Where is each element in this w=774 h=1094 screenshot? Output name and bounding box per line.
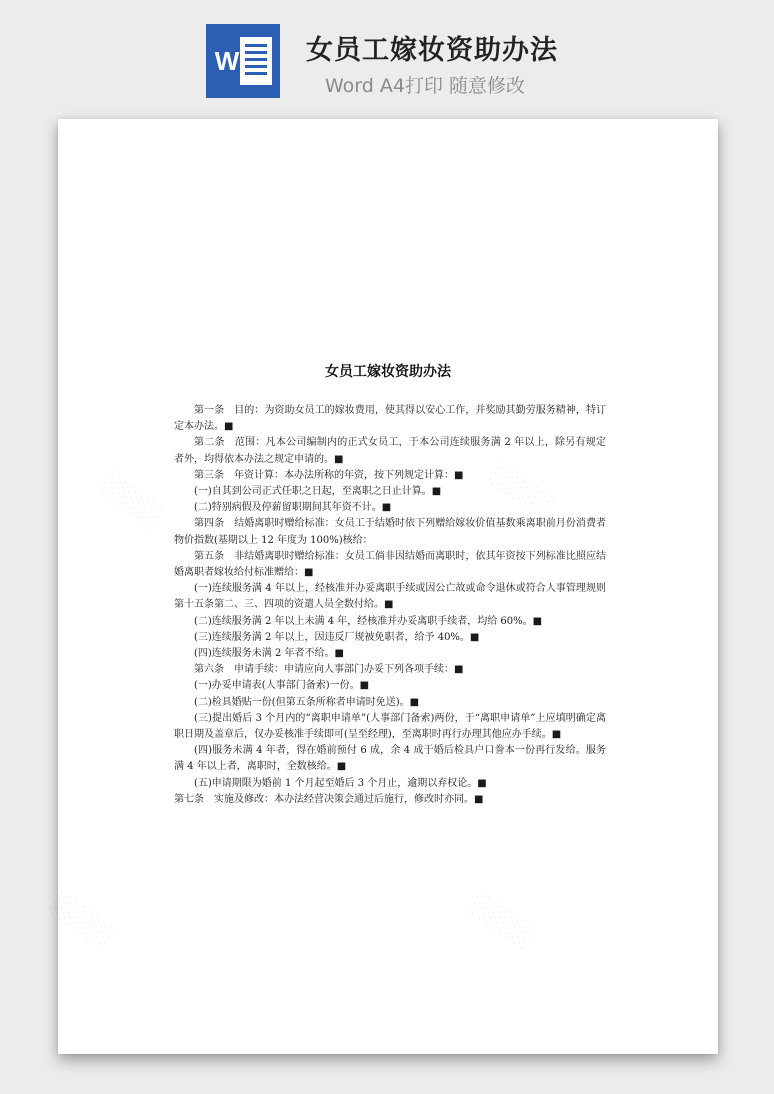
- paragraph: (三)提出婚后 3 个月内的“离职申请单”(人事部门备索)两份，于“离职申请单”上应填明确定离职日期及盖章后，仅办妥核准手续即可(呈至经理)，至离职时再行办理其他应办手续。■: [174, 712, 606, 741]
- paragraph: (二)检具婚贴一份(但第五条所称者申请时免送)。■: [194, 696, 420, 708]
- page-title: 女员工嫁妆资助办法: [306, 35, 558, 66]
- watermark: [467, 892, 537, 951]
- document-body: [174, 403, 606, 808]
- paragraph: 第二条 范围：凡本公司编制内的正式女员工，于本公司连续服务满 2 年以上，除另有规定者外，均得依本办法之规定申请的。■: [174, 437, 606, 465]
- paragraph: 第六条 申请手续：申请应向人事部门办妥下列各项手续：■: [194, 664, 464, 676]
- paragraph: (一)办妥申请表(人事部门备索)一份。■: [194, 680, 370, 692]
- page-subtitle: Word A4打印 随意修改: [325, 75, 526, 97]
- paragraph: 第五条 非结婚离职时赠给标准：女员工倘非因结婚而离职时，依其年资按下列标准比照应结婚离职者嫁妆给付标准赠给：■: [174, 550, 606, 579]
- paragraph-final: 第七条 实施及修改：本办法经营决策会通过后施行，修改时亦同。■: [174, 793, 484, 805]
- paragraph: 第三条 年资计算：本办法所称的年资，按下列规定计算：■: [194, 469, 464, 481]
- paragraph: 第四条 结婚离职时赠给标准：女员工于结婚时依下列赠给嫁妆价值基数乘离职前月份消费者物价指数(基期以上 12 年度为 100%)核给：: [174, 518, 606, 546]
- paragraph: (三)连续服务满 2 年以上，因违反厂规被免职者，给予 40%。■: [194, 631, 480, 643]
- document-page: [58, 119, 718, 1054]
- word-logo-letter: W: [214, 46, 240, 76]
- paragraph: (一)连续服务满 4 年以上，经核准并办妥离职手续或因公亡故或命令退休或符合人事管理规则第十五条第二、三、四项的资遣人员全数付给。■: [174, 583, 606, 611]
- paragraph: (四)服务未满 4 年者，得在婚前预付 6 成，余 4 成于婚后检具户口誊本一份再行发给。服务满 4 年以上者，离职时，全数核给。■: [174, 745, 606, 773]
- paragraph: 第一条 目的：为资助女员工的嫁妆费用，使其得以安心工作，并奖励其勤劳服务精神，特订定本办法。■: [174, 405, 606, 433]
- paragraph: (二)特别病假及停薪留职期间其年资不计。■: [194, 502, 392, 514]
- paragraph: (四)连续服务未满 2 年者不给。■: [194, 648, 344, 660]
- paragraph: (五)申请期限为婚前 1 个月起至婚后 3 个月止，逾期以弃权论。■: [194, 777, 487, 789]
- preview-header: [0, 0, 774, 118]
- word-document-icon: [206, 24, 280, 98]
- paragraph: (一)自其到公司正式任职之日起，至离职之日止计算。■: [194, 486, 442, 498]
- watermark: [97, 472, 167, 531]
- watermark: [47, 892, 117, 951]
- paragraph: (二)连续服务满 2 年以上未满 4 年，经核准并办妥离职手续者，均给 60%。■: [194, 615, 543, 627]
- document-title: 女员工嫁妆资助办法: [325, 364, 451, 380]
